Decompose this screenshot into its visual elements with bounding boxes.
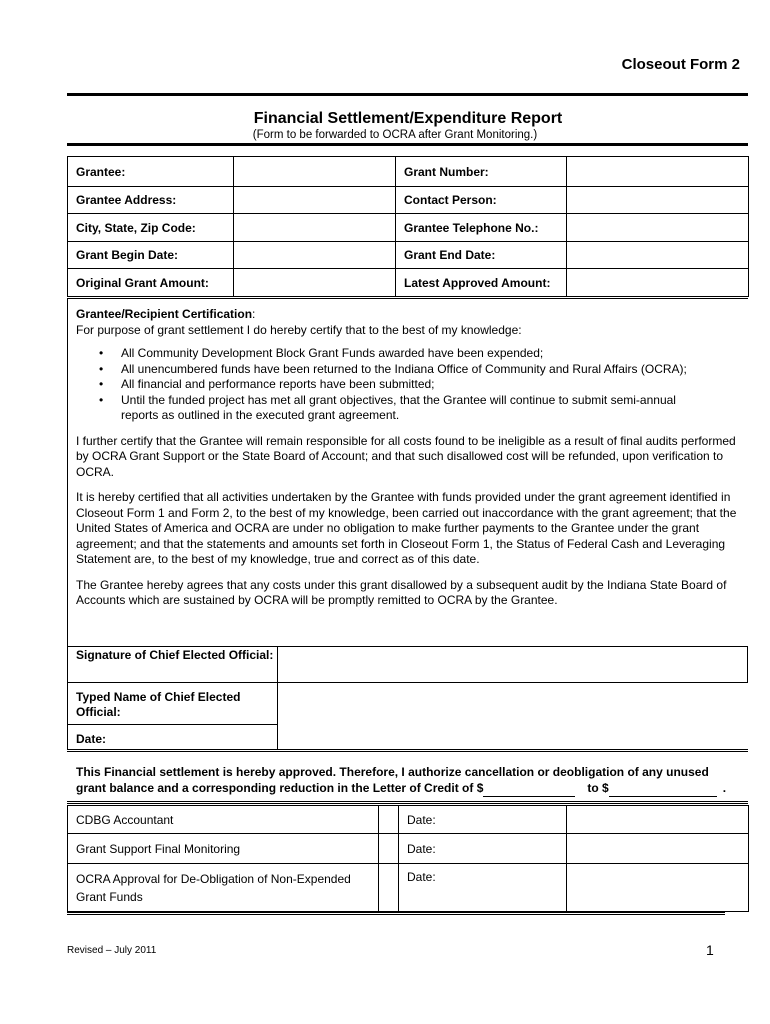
- table-row: [68, 157, 749, 187]
- cdbg-accountant-date-label: Date:: [399, 806, 567, 834]
- grant-end-date-field[interactable]: [567, 242, 749, 269]
- signature-right-border: [747, 646, 748, 682]
- certification-paragraph-2: It is hereby certified that all activities undertaken by the Grantee with funds provided under the grant agreement identified in Closeout Form 1 and Form 2, to the best of my knowledge, been carried out inaccordance with the grant agreement; that the United States of America and OCRA are under no obligation to make further payments to the Grantee under the grant agreement; and that the statements and amounts set forth in Closeout Form 1, the Status of Federal Cash and Leveraging Statement are, to the best of my knowledge, true and correct as of this date.: [76, 490, 737, 566]
- original-grant-amount-field[interactable]: [234, 269, 396, 297]
- signoff-table: [67, 805, 749, 912]
- header-divider: [67, 93, 748, 96]
- city-state-zip-label: City, State, Zip Code:: [68, 214, 234, 242]
- cdbg-accountant-label: CDBG Accountant: [68, 806, 379, 834]
- certification-paragraph-1: I further certify that the Grantee will remain responsible for all costs found to be ineligible as a result of final audits performed by OCRA Grant Support or the State Board of Account; and that such disallowed cost will be refunded, upon verification to OCRA.: [76, 433, 736, 479]
- final-monitoring-field[interactable]: [379, 834, 399, 864]
- table-row: [68, 806, 749, 834]
- grant-number-field[interactable]: [567, 157, 749, 187]
- grantee-field[interactable]: [234, 157, 396, 187]
- ocra-approval-date-field[interactable]: [567, 864, 749, 912]
- cert-left-border: [67, 299, 68, 647]
- certification-heading-colon: :: [252, 307, 256, 321]
- city-state-zip-field[interactable]: [234, 214, 396, 242]
- certification-heading: Grantee/Recipient Certification: [76, 307, 253, 321]
- contact-person-label: Contact Person:: [396, 187, 567, 214]
- ocra-approval-label: OCRA Approval for De-Obligation of Non-Expended Grant Funds: [68, 864, 379, 912]
- ocra-approval-date-label: Date:: [399, 864, 567, 912]
- typed-name-label: Typed Name of Chief Elected Official:: [76, 690, 241, 719]
- original-grant-amount-label: Original Grant Amount:: [68, 269, 234, 297]
- letter-of-credit-from-field[interactable]: [483, 780, 575, 797]
- latest-approved-amount-label: Latest Approved Amount:: [396, 269, 567, 297]
- chief-signature-field[interactable]: [278, 647, 747, 682]
- final-monitoring-label: Grant Support Final Monitoring: [68, 834, 379, 864]
- typed-name-row-line: [67, 724, 278, 725]
- grant-begin-date-field[interactable]: [234, 242, 396, 269]
- final-monitoring-date-label: Date:: [399, 834, 567, 864]
- letter-of-credit-to-field[interactable]: [609, 780, 717, 797]
- page-title: Financial Settlement/Expenditure Report: [253, 110, 563, 127]
- table-row: [68, 242, 749, 269]
- bullet-icon: •: [99, 346, 104, 360]
- grantee-address-label: Grantee Address:: [68, 187, 234, 214]
- list-item: • All Community Development Block Grant Funds awarded have been expended;: [99, 346, 544, 360]
- latest-approved-amount-field[interactable]: [567, 269, 749, 297]
- revision-note: Revised – July 2011: [67, 945, 157, 956]
- bullet-icon: •: [99, 361, 104, 376]
- table-row: [68, 214, 749, 242]
- bullet-icon: •: [99, 377, 104, 391]
- table-row: [68, 864, 749, 912]
- section-divider: [67, 749, 748, 752]
- telephone-label: Grantee Telephone No.:: [396, 214, 567, 242]
- cdbg-accountant-date-field[interactable]: [567, 806, 749, 834]
- table-row: [68, 269, 749, 297]
- form-id: Closeout Form 2: [621, 56, 740, 73]
- certification-bullets: [76, 346, 748, 424]
- section-divider: [67, 801, 748, 804]
- typed-name-field[interactable]: [278, 683, 747, 749]
- title-divider: [67, 143, 748, 146]
- grantee-label: Grantee:: [68, 157, 234, 187]
- chief-signature-label: Signature of Chief Elected Official:: [76, 648, 274, 662]
- grant-begin-date-label: Grant Begin Date:: [68, 242, 234, 269]
- list-item: • Until the funded project has met all grant objectives, that the Grantee will continue to submit semi-annual reports as outlined in the executed grant agreement.: [99, 392, 676, 422]
- page-subtitle: (Form to be forwarded to OCRA after Grant Monitoring.): [252, 129, 538, 141]
- certification-section: [76, 307, 748, 609]
- table-row: [68, 834, 749, 864]
- final-monitoring-date-field[interactable]: [567, 834, 749, 864]
- bottom-divider: [67, 912, 725, 915]
- contact-person-field[interactable]: [567, 187, 749, 214]
- list-item: • All unencumbered funds have been returned to the Indiana Office of Community and Rural Affairs (OCRA);: [99, 361, 687, 376]
- bullet-icon: •: [99, 392, 104, 407]
- list-item: • All financial and performance reports have been submitted;: [99, 377, 435, 391]
- certification-intro: For purpose of grant settlement I do hereby certify that to the best of my knowledge:: [76, 322, 522, 337]
- table-row: [68, 187, 749, 214]
- cdbg-accountant-field[interactable]: [379, 806, 399, 834]
- grant-end-date-label: Grant End Date:: [396, 242, 567, 269]
- ocra-approval-field[interactable]: [379, 864, 399, 912]
- section-divider: [67, 296, 748, 299]
- page-number: 1: [706, 942, 714, 958]
- grantee-info-table: [67, 156, 749, 297]
- grantee-address-field[interactable]: [234, 187, 396, 214]
- approval-line-1: This Financial settlement is hereby approved. Therefore, I authorize cancellation or deobligation of any unused: [76, 765, 709, 779]
- approval-line-2: grant balance and a corresponding reduction in the Letter of Credit of $ to $ .: [76, 781, 727, 795]
- certification-paragraph-3: The Grantee hereby agrees that any costs under this grant disallowed by a subsequent audit by the Indiana State Board of Accounts which are sustained by OCRA will be promptly remitted to OCRA by the Grantee.: [76, 577, 727, 607]
- telephone-field[interactable]: [567, 214, 749, 242]
- approval-statement: [76, 764, 748, 797]
- grant-number-label: Grant Number:: [396, 157, 567, 187]
- signature-date-label: Date:: [76, 732, 107, 746]
